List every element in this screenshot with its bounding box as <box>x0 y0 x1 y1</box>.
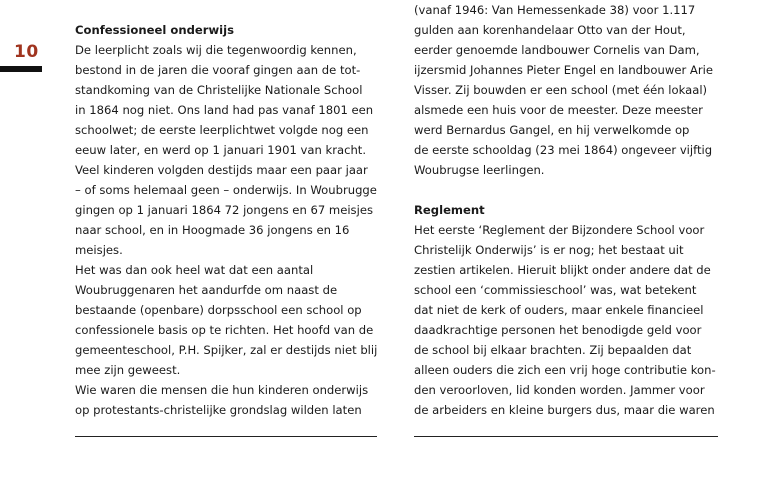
text-line: (vanaf 1946: Van Hemessenkade 38) voor 1.117 <box>414 3 696 17</box>
text-line: bestond in de jaren die vooraf gingen aan de tot- <box>75 63 361 77</box>
text-line: Visser. Zij bouwden er een school (met één lokaal) <box>414 83 708 97</box>
section-heading-confessioneel: Confessioneel onderwijs <box>75 23 235 37</box>
text-line: daadkrachtige personen het benodigde geld voor <box>414 323 702 337</box>
page-marker-bar <box>0 66 42 72</box>
text-line: gemeenteschool, P.H. Spijker, zal er destijds niet blij <box>75 343 378 357</box>
text-line: de school bij elkaar brachten. Zij bepaalden dat <box>414 343 692 357</box>
text-line: mee zijn geweest. <box>75 363 181 377</box>
text-line: op protestants-christelijke grondslag wilden laten <box>75 403 362 417</box>
page-number: 10 <box>14 42 39 62</box>
text-line: in 1864 nog niet. Ons land had pas vanaf 1801 een <box>75 103 374 117</box>
text-line: zestien artikelen. Hieruit blijkt onder andere dat de <box>414 263 711 277</box>
text-line: school een ‘commissieschool’ was, wat betekent <box>414 283 697 297</box>
text-line: Woubruggenaren het aandurfde om naast de <box>75 283 338 297</box>
text-line: Veel kinderen volgden destijds maar een paar jaar <box>75 163 368 177</box>
text-line: eeuw later, en werd op 1 januari 1901 van kracht. <box>75 143 367 157</box>
text-line: gulden aan korenhandelaar Otto van der Hout, <box>414 23 686 37</box>
text-line: werd Bernardus Gangel, en hij verwelkomde op <box>414 123 690 137</box>
text-line: alleen ouders die zich een vrij hoge contributie kon- <box>414 363 716 377</box>
text-line: – of soms helemaal geen – onderwijs. In Woubrugge <box>75 183 377 197</box>
text-line: schoolwet; de eerste leerplichtwet volgde nog een <box>75 123 369 137</box>
text-line: alsmede een huis voor de meester. Deze meester <box>414 103 703 117</box>
section-heading-reglement: Reglement <box>414 203 485 217</box>
text-line: naar school, en in Hoogmade 36 jongens en 16 <box>75 223 350 237</box>
text-line: Wie waren die mensen die hun kinderen onderwijs <box>75 383 369 397</box>
text-line: Het was dan ook heel wat dat een aantal <box>75 263 314 277</box>
text-line: den veroorloven, lid konden worden. Jammer voor <box>414 383 705 397</box>
text-line: standkoming van de Christelijke Nationale School <box>75 83 363 97</box>
text-line: bestaande (openbare) dorpsschool een school op <box>75 303 362 317</box>
text-line: Christelijk Onderwijs’ is er nog; het bestaat uit <box>414 243 684 257</box>
paragraph-gap <box>414 180 719 200</box>
text-line: de arbeiders en kleine burgers dus, maar die waren <box>414 403 715 417</box>
footer-rule-left <box>75 436 377 437</box>
text-line: Het eerste ‘Reglement der Bijzondere School voor <box>414 223 705 237</box>
text-line: de eerste schooldag (23 mei 1864) ongeveer vijftig <box>414 143 713 157</box>
text-line: De leerplicht zoals wij die tegenwoordig kennen, <box>75 43 357 57</box>
text-line: eerder genoemde landbouwer Cornelis van Dam, <box>414 43 700 57</box>
footer-rule-right <box>414 436 718 437</box>
text-line: gingen op 1 januari 1864 72 jongens en 67 meisjes <box>75 203 373 217</box>
text-line: meisjes. <box>75 243 123 257</box>
text-line: Woubrugse leerlingen. <box>414 163 545 177</box>
text-line: confessionele basis op te richten. Het hoofd van de <box>75 323 374 337</box>
text-line: dat niet de kerk of ouders, maar enkele financieel <box>414 303 704 317</box>
left-column <box>75 20 380 420</box>
text-line: ijzersmid Johannes Pieter Engel en landbouwer Arie <box>414 63 713 77</box>
right-column <box>414 0 719 420</box>
